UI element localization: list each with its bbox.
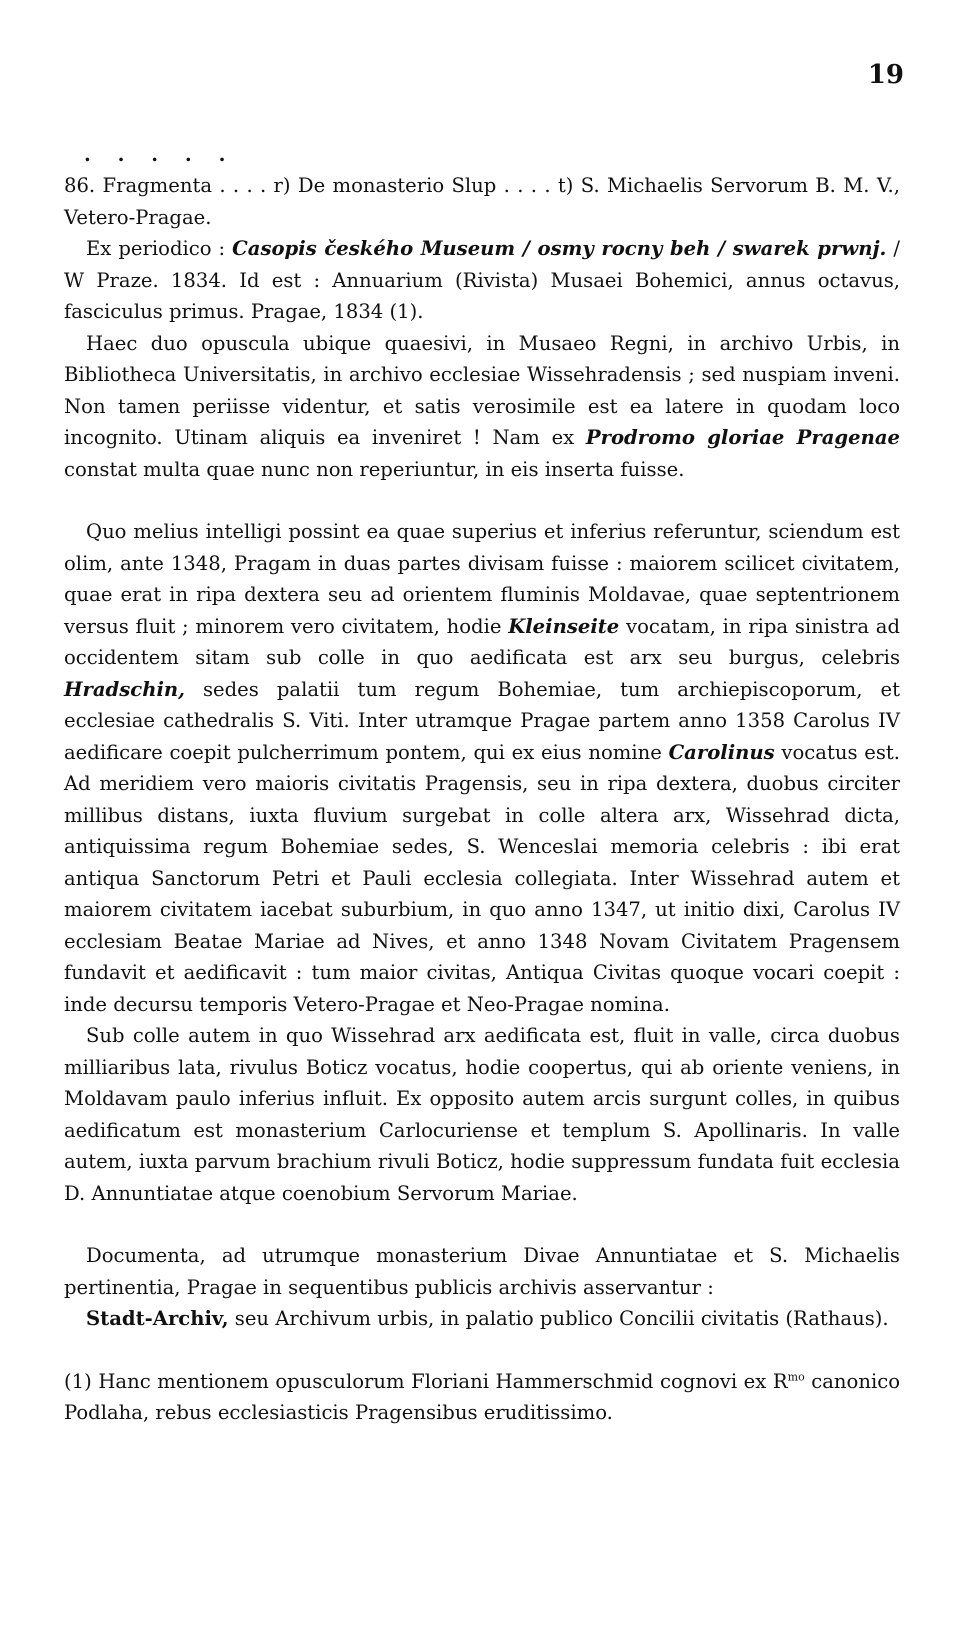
footnote-text-1: (1) Hanc mentionem opusculorum Floriani Hammerschmid cognovi ex R xyxy=(64,1369,788,1393)
stadt-archiv-term: Stadt-Archiv, xyxy=(86,1307,229,1330)
hradschin-term: Hradschin, xyxy=(64,677,185,701)
page-number: 19 xyxy=(867,60,904,90)
item-heading-text: 86. Fragmenta . . . . r) De monasterio Slup . . . . t) S. Michaelis Servorum B. M. V., Vetero-Pragae. xyxy=(64,174,900,229)
footnote-superscript: mo xyxy=(787,1369,805,1383)
history-text-3: sedes palatii tum regum Bohemiae, tum archiepiscoporum, et ecclesiae cathedralis S. Viti. Inter utramque Pragae partem anno 1358 Carolus IV aedificare coepit pulcherrimum pontem, qui ex eius nomine xyxy=(64,677,900,764)
source-prefix: Ex periodico : xyxy=(86,237,233,260)
kleinseite-term: Kleinseite xyxy=(508,614,620,638)
valley-paragraph xyxy=(64,1020,900,1209)
source-suffix: / W Praze. 1834. Id est : Annuarium (Rivista) Musaei Bohemici, annus octavus, fasciculus primus. Pragae, 1834 (1). xyxy=(64,237,900,323)
history-text-1: Quo melius intelligi possint ea quae superius et inferius referuntur, sciendum est olim, ante 1348, Pragam in duas partes divisam fuisse : maiorem scilicet civitatem, quae erat in ripa dextera seu ad orientem fluminis Moldavae, quae septentrionem versus fluit ; minorem vero civitatem, hodie xyxy=(64,520,900,638)
ellipsis-marker: . . . . . xyxy=(84,143,236,166)
item-heading xyxy=(64,170,900,233)
spacer xyxy=(64,485,900,516)
footnote-text-2: canonico Podlaha, rebus ecclesiasticis Pragensibus eruditissimo. xyxy=(64,1369,900,1424)
documenta-paragraph xyxy=(64,1240,900,1303)
footnote xyxy=(64,1366,900,1429)
spacer xyxy=(64,1335,900,1366)
history-paragraph xyxy=(64,516,900,1020)
history-text-4: vocatus est. Ad meridiem vero maioris civitatis Pragensis, seu in ripa dextera, duobus circiter millibus distans, iuxta fluvium surgebat in colle altera arx, Wissehrad dicta, antiquissima regum Bohemiae sedes, S. Wenceslai memoria celebris : ibi erat antiqua Sanctorum Petri et Pauli ecclesia collegiata. Inter Wissehrad autem et maiorem civitatem iacebat suburbium, in quo anno 1347, ut initio dixi, Carolus IV ecclesiam Beatae Mariae ad Nives, et anno 1348 Novam Civitatem Pragensem fundavit et aedificavit : tum maior civitas, Antiqua Civitas quoque vocari coepit : inde decursu temporis Vetero-Pragae et Neo-Pragae nomina. xyxy=(64,740,901,1016)
item-source-paragraph xyxy=(64,233,900,328)
note-suffix: constat multa quae nunc non reperiuntur, in eis inserta fuisse. xyxy=(64,457,685,481)
periodical-title: Casopis českého Museum / osmy rocny beh / swarek prwnj. xyxy=(232,237,887,260)
history-text-2: vocatam, in ripa sinistra ad occidentem sitam sub colle in quo aedificata est arx seu burgus, celebris xyxy=(64,614,900,669)
spacer xyxy=(64,1209,900,1240)
stadt-archiv-text: seu Archivum urbis, in palatio publico Concilii civitatis (Rathaus). xyxy=(228,1307,889,1330)
documenta-text: Documenta, ad utrumque monasterium Divae Annuntiatae et S. Michaelis pertinentia, Pragae in sequentibus publicis archivis asservantur : xyxy=(64,1244,900,1299)
prodromo-title: Prodromo gloriae Pragenae xyxy=(585,426,900,449)
carolinus-term: Carolinus xyxy=(668,740,775,764)
stadt-archiv-paragraph xyxy=(64,1303,900,1335)
note-prefix: Haec duo opuscula ubique quaesivi, in Musaeo Regni, in archivo Urbis, in Bibliotheca Universitatis, in archivo ecclesiae Wissehradensis ; sed nuspiam inveni. Non tamen periisse videntur, et satis verosimile est ea latere in quodam loco incognito. Utinam aliquis ea inveniret ! Nam ex xyxy=(64,331,900,449)
valley-text: Sub colle autem in quo Wissehrad arx aedificata est, fluit in valle, circa duobus milliaribus lata, rivulus Boticz vocatus, hodie coopertus, qui ab oriente veniens, in Moldavam paulo inferius influit. Ex opposito autem arcis surgunt colles, in quibus aedificatum est monasterium Carlocuriense et templum S. Apollinaris. In valle autem, iuxta parvum brachium rivuli Boticz, hodie suppressum fundata fuit ecclesia D. Annuntiatae atque coenobium Servorum Mariae. xyxy=(64,1024,900,1205)
item-note-paragraph xyxy=(64,328,900,486)
page-body xyxy=(64,140,900,1429)
